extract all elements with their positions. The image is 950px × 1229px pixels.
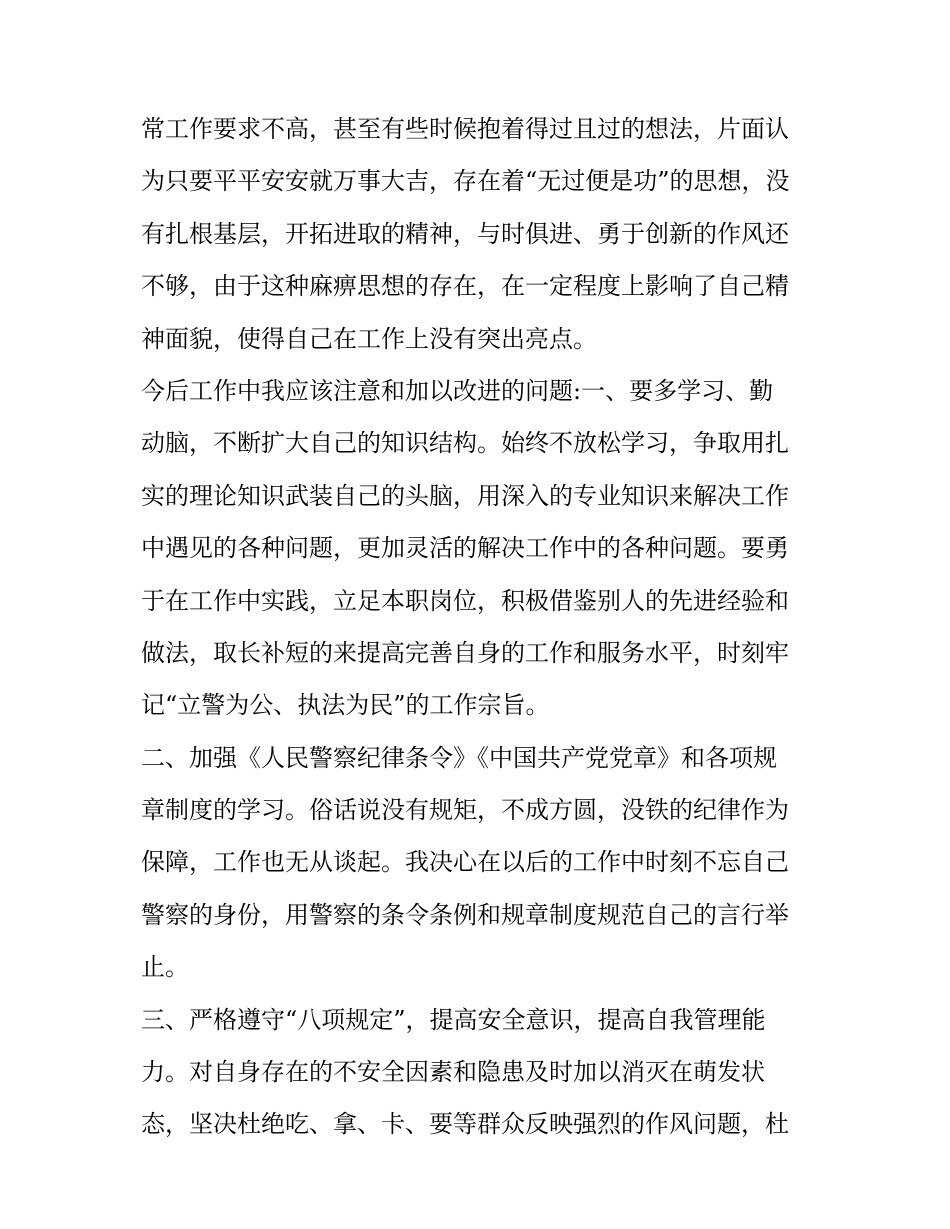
text-line: 今后工作中我应该注意和加以改进的问题:一、要多学习、勤 [141, 376, 774, 405]
text-line: 有扎根基层，开拓进取的精神，与时俱进、勇于创新的作风还 [141, 219, 789, 248]
text-line: 神面貌，使得自己在工作上没有突出亮点。 [141, 324, 597, 353]
text-line: 中遇见的各种问题，更加灵活的解决工作中的各种问题。要勇 [141, 534, 789, 563]
document-body [141, 103, 821, 1151]
text-line: 力。对自身存在的不安全因素和隐患及时加以消灭在萌发状 [141, 1058, 765, 1087]
text-line: 保障，工作也无从谈起。我决心在以后的工作中时刻不忘自己 [141, 848, 789, 877]
text-line: 常工作要求不高，甚至有些时候抱着得过且过的想法，片面认 [141, 115, 789, 143]
text-line: 不够，由于这种麻痹思想的存在，在一定程度上影响了自己精 [141, 272, 789, 301]
text-line: 为只要平平安安就万事大吉，存在着“无过便是功”的思想，没 [141, 167, 790, 196]
text-line: 二、加强《人民警察纪律条令》《中国共产党党章》和各项规 [141, 743, 777, 772]
text-line: 做法，取长补短的来提高完善自身的工作和服务水平，时刻牢 [141, 638, 789, 667]
text-line: 实的理论知识武装自己的头脑，用深入的专业知识来解决工作 [141, 481, 789, 510]
text-line: 于在工作中实践，立足本职岗位，积极借鉴别人的先进经验和 [141, 586, 789, 615]
text-line: 止。 [141, 953, 189, 982]
text-line: 章制度的学习。俗话说没有规矩，不成方圆，没铁的纪律作为 [141, 796, 789, 825]
text-line: 动脑，不断扩大自己的知识结构。始终不放松学习，争取用扎 [141, 429, 789, 458]
text-line: 三、严格遵守“八项规定”，提高安全意识，提高自我管理能 [141, 1005, 766, 1034]
text-line: 警察的身份，用警察的条令条例和规章制度规范自己的言行举 [141, 900, 789, 929]
text-line: 态，坚决杜绝吃、拿、卡、要等群众反映强烈的作风问题，杜 [141, 1110, 789, 1139]
text-line: 记“立警为公、执法为民”的工作宗旨。 [141, 691, 550, 720]
